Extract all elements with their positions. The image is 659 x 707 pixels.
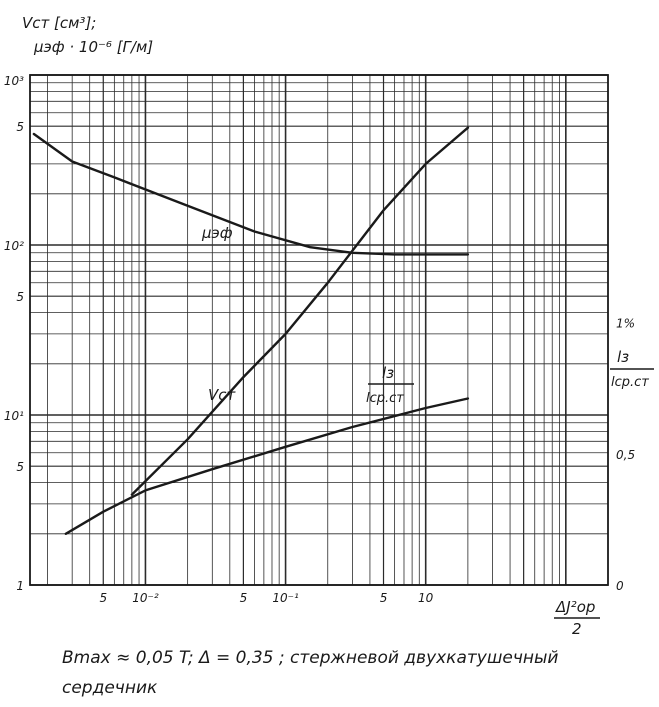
- series-label-mu-eff: μэф: [202, 224, 233, 242]
- right-axis-label-numerator: lз: [617, 348, 630, 366]
- x-tick-label: 10: [418, 591, 434, 605]
- x-axis-label-denominator: 2: [572, 620, 582, 638]
- y-axis-label-line2: μэф · 10⁻⁶ [Г/м]: [34, 38, 154, 56]
- caption-line-1: Bmax ≈ 0,05 T; Δ = 0,35 ; стержневой двухкатушечный: [62, 648, 559, 668]
- y-tick-label: 5: [16, 460, 24, 475]
- y-tick-label: 10²: [3, 239, 24, 253]
- grid: [30, 75, 608, 585]
- x-tick-label: 5: [239, 591, 248, 605]
- y-tick-label: 10¹: [3, 409, 24, 423]
- y-tick-label: 5: [16, 290, 24, 305]
- y-axis-label-line1: Vст [см³];: [22, 14, 97, 32]
- series-label-ratio-numerator: lз: [382, 364, 395, 382]
- y-tick-label: 10³: [3, 74, 24, 88]
- x-tick-label: 5: [99, 591, 108, 605]
- y-tick-label: 1: [16, 579, 24, 593]
- right-axis-label-denominator: lср.ст: [611, 375, 649, 390]
- x-tick-label: 5: [379, 591, 388, 605]
- right-axis-tick-label: 1%: [616, 316, 636, 331]
- plot-border: [30, 75, 608, 585]
- tick-labels: [4, 74, 635, 605]
- right-axis-tick-label: 0,5: [616, 447, 636, 462]
- right-axis-tick-label: 0: [616, 579, 624, 593]
- x-tick-label: 10⁻¹: [272, 591, 299, 605]
- series-label-v-st: Vст: [208, 386, 236, 404]
- x-tick-label: 10⁻²: [132, 591, 159, 605]
- y-tick-label: 5: [16, 120, 24, 135]
- plot-frame: [30, 75, 608, 585]
- series-label-ratio-denominator: lср.ст: [366, 391, 404, 406]
- x-axis-label-numerator: ΔJ²ор: [556, 598, 596, 616]
- series-layer: [34, 128, 468, 534]
- caption-line-2: сердечник: [62, 678, 158, 698]
- v-st-curve: [132, 128, 468, 495]
